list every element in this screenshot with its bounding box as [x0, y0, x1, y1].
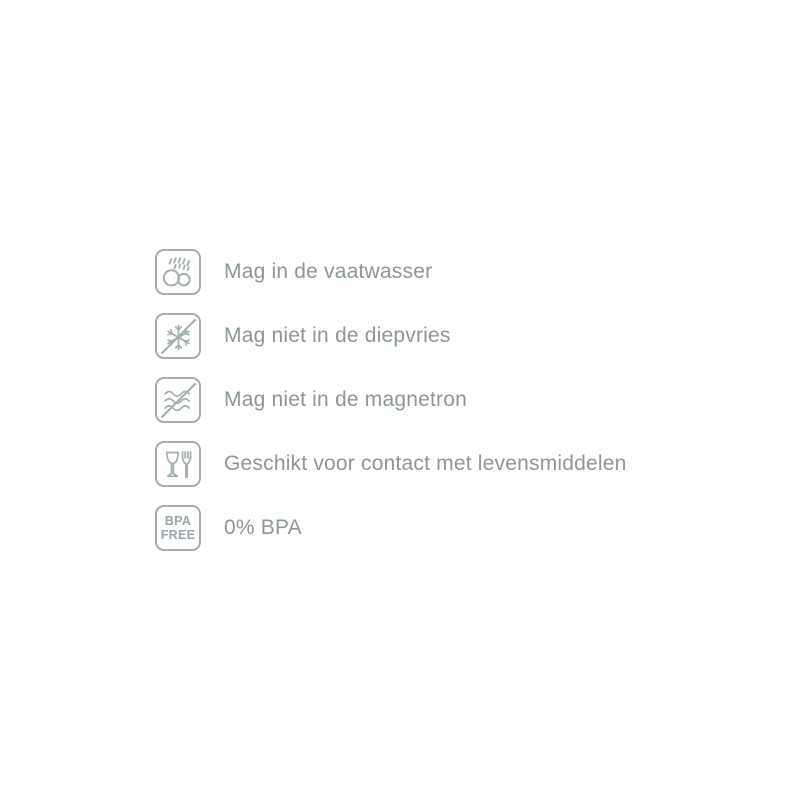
- feature-row-food-contact: [155, 441, 627, 487]
- feature-label-microwave: Mag niet in de magnetron: [224, 388, 467, 411]
- bpa-free-icon-line2: FREE: [160, 528, 196, 542]
- feature-row-microwave: [155, 377, 627, 423]
- feature-row-bpa: [155, 505, 627, 551]
- bpa-free-icon-line1: BPA: [164, 514, 192, 528]
- feature-label-dishwasher: Mag in de vaatwasser: [224, 260, 433, 283]
- feature-label-food-contact: Geschikt voor contact met levensmiddelen: [224, 452, 627, 475]
- freezer-not-allowed-icon: [155, 313, 201, 359]
- feature-row-freezer: [155, 313, 627, 359]
- feature-label-freezer: Mag niet in de diepvries: [224, 324, 451, 347]
- bpa-free-icon-text: [161, 514, 196, 542]
- feature-row-dishwasher: [155, 249, 627, 295]
- feature-label-bpa: 0% BPA: [224, 516, 302, 539]
- microwave-not-allowed-icon: [155, 377, 201, 423]
- food-contact-safe-icon: [155, 441, 201, 487]
- dishwasher-safe-icon: [155, 249, 201, 295]
- product-feature-list: [155, 249, 627, 551]
- bpa-free-icon: [155, 505, 201, 551]
